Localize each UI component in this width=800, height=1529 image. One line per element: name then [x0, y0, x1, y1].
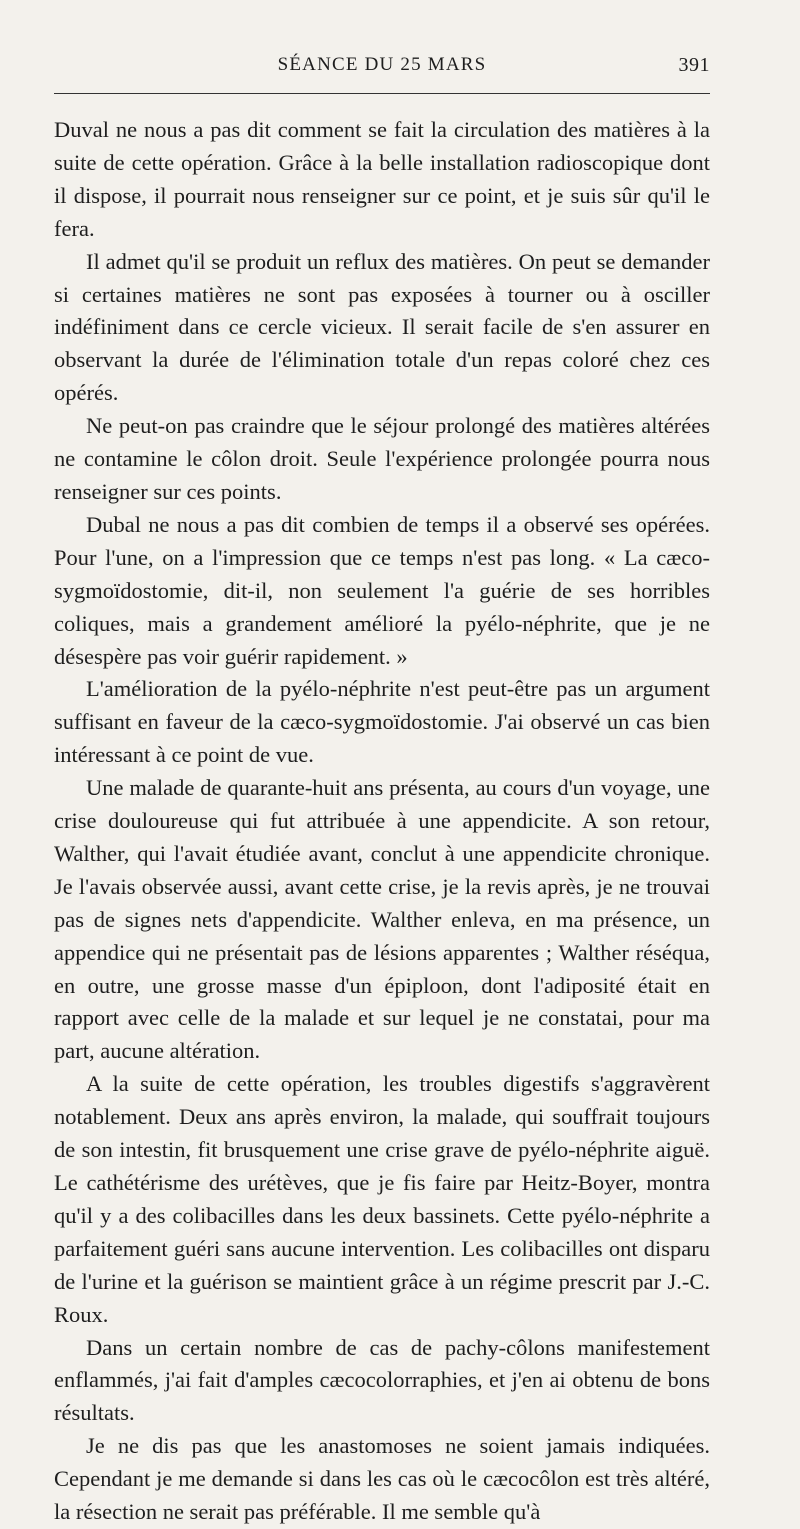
paragraph: Je ne dis pas que les anastomoses ne soient jamais indiquées. Cependant je me demande si dans les cas où le cæcocôlon est très altéré, la résection ne serait pas préférable. Il me semble qu'à: [54, 1433, 710, 1525]
page-number: 391: [678, 54, 710, 76]
paragraph: Dubal ne nous a pas dit combien de temps il a observé ses opérées. Pour l'une, on a l'impression que ce temps n'est pas long. « La cæco-sygmoïdostomie, dit-il, non seulement l'a guérie de ses horribles coliques, mais a grandement amélioré la pyélo-néphrite, que je ne désespère pas voir guérir rapidement. »: [54, 511, 710, 669]
running-title: SÉANCE DU 25 MARS: [277, 54, 487, 75]
header-rule: [54, 93, 710, 94]
paragraph: A la suite de cette opération, les troubles digestifs s'aggravèrent notablement. Deux ans après environ, la malade, qui souffrait toujours de son intestin, fit brusquement une crise grave de pyélo-néphrite aiguë. Le cathétérisme des urétèves, que je fis faire par Heitz-Boyer, montra qu'il y a des colibacilles dans les deux bassinets. Cette pyélo-néphrite a parfaitement guéri sans aucune intervention. Les colibacilles ont disparu de l'urine et la guérison se maintient grâce à un régime prescrit par J.-C. Roux.: [54, 1071, 710, 1327]
paragraph: Ne peut-on pas craindre que le séjour prolongé des matières altérées ne contamine le côlon droit. Seule l'expérience prolongée pourra nous renseigner sur ces points.: [54, 413, 710, 504]
paragraph: Dans un certain nombre de cas de pachy-côlons manifestement enflammés, j'ai fait d'amples cæcocolorraphies, et j'en ai obtenu de bons résultats.: [54, 1334, 710, 1426]
paragraph: L'amélioration de la pyélo-néphrite n'est peut-être pas un argument suffisant en faveur de la cæco-sygmoïdostomie. J'ai observé un cas bien intéressant à ce point de vue.: [54, 676, 710, 768]
paragraph: Il admet qu'il se produit un reflux des matières. On peut se demander si certaines matières ne sont pas exposées à tourner ou à osciller indéfiniment dans ce cercle vicieux. Il serait facile de s'en assurer en observant la durée de l'élimination totale d'un repas coloré chez ces opérés.: [54, 248, 710, 406]
page-header: [54, 54, 710, 88]
paragraph: Duval ne nous a pas dit comment se fait la circulation des matières à la suite de cette opération. Grâce à la belle installation radioscopique dont il dispose, il pourrait nous renseigner sur ce point, et je suis sûr qu'il le fera.: [54, 117, 710, 241]
paragraph: Une malade de quarante-huit ans présenta, au cours d'un voyage, une crise douloureuse qui fut attribuée à une appendicite. A son retour, Walther, qui l'avait étudiée avant, conclut à une appendicite chronique. Je l'avais observée aussi, avant cette crise, je la revis après, je ne trouvai pas de signes nets d'appendicite. Walther enleva, en ma présence, un appendice qui ne présentait pas de lésions apparentes ; Walther réséqua, en outre, une grosse masse d'un épiploon, dont l'adiposité était en rapport avec celle de la malade et sur lequel je ne constatai, pour ma part, aucune altération.: [54, 775, 710, 1064]
body-text: [54, 114, 710, 1529]
